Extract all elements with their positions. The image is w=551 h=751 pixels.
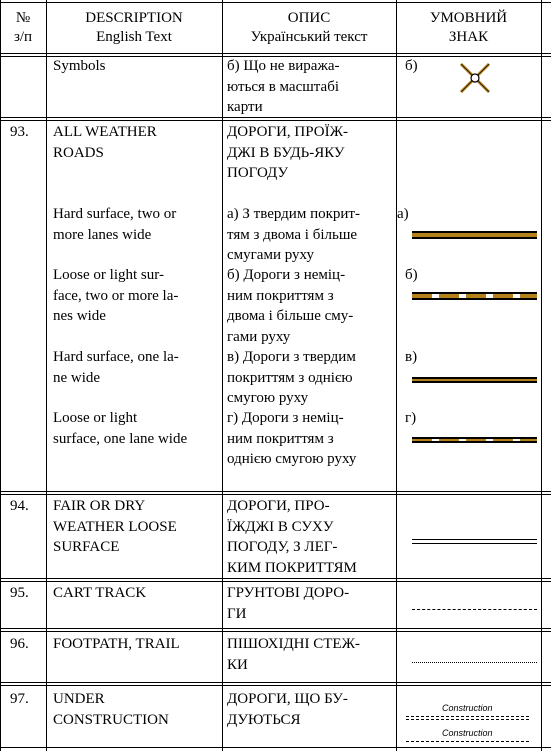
road-hard-two-lanes-edge — [412, 237, 537, 239]
row-96-desc: FOOTPATH, TRAIL — [53, 636, 180, 652]
symbols-mark: б) — [405, 58, 418, 74]
row-95-number: 95. — [10, 585, 29, 601]
symbols-opys: б) Що не виража- ються в масштабі карти — [227, 58, 340, 115]
row-94-opys: ДОРОГИ, ПРО- ЇЖДЖІ В СУХУ ПОГОДУ, З ЛЕГ- КИМ ПОКРИТТЯМ — [227, 498, 357, 576]
row-93d-mark: г) — [405, 410, 417, 426]
road-loose-one-lane-bottom — [412, 441, 537, 443]
table-border-left — [0, 0, 1, 751]
row-93d-desc: Loose or light surface, one lane wide — [53, 410, 188, 447]
header-number: № з/п — [13, 10, 33, 45]
row-95-opys: ГРУНТОВІ ДОРО- ГИ — [227, 585, 350, 622]
row-93-number: 93. — [10, 124, 29, 140]
footpath-symbol — [412, 662, 537, 663]
road-fair-weather-symbol — [412, 543, 537, 544]
row-93-desc: ALL WEATHER ROADS — [53, 124, 157, 161]
symbols-desc: Symbols — [53, 58, 106, 74]
row-97-number: 97. — [10, 691, 29, 707]
row-divider-95 — [0, 628, 551, 632]
road-hard-one-lane-bottom — [412, 381, 537, 383]
row-97-opys: ДОРОГИ, ЩО БУ- ДУЮТЬСЯ — [227, 691, 348, 728]
header-sign: УМОВНИЙ ЗНАК — [429, 10, 508, 45]
construction-label-bottom: Construction — [442, 728, 493, 738]
row-93d-opys: г) Дороги з неміц- ним покриттям з однією смугою руху — [227, 410, 357, 467]
row-93a-desc: Hard surface, two or more lanes wide — [53, 206, 177, 243]
header-description: DESCRIPTION English Text — [85, 10, 183, 45]
header-opys: ОПИС Український текст — [250, 10, 368, 45]
row-93b-mark: б) — [405, 267, 418, 283]
construction-label-top: Construction — [442, 703, 493, 713]
row-93c-mark: в) — [405, 349, 418, 365]
row-93a-opys: а) З твердим покрит- тям з двома і більше смугами руху — [227, 206, 360, 263]
row-93b-opys: б) Дороги з неміц- ним покриттям з двома і більше сму- гами руху — [227, 267, 354, 345]
row-94-number: 94. — [10, 498, 29, 514]
row-93-opys: ДОРОГИ, ПРОЇЖ- ДЖІ В БУДЬ-ЯКУ ПОГОДУ — [227, 124, 349, 181]
column-divider-1 — [46, 0, 47, 751]
row-96-opys: ПІШОХІДНІ СТЕЖ- КИ — [227, 636, 361, 673]
column-divider-3 — [396, 0, 397, 751]
column-divider-2 — [222, 0, 223, 751]
row-divider-symbols — [0, 117, 551, 121]
construction-symbol-top-1 — [406, 716, 529, 717]
road-loose-two-lanes-bottom — [412, 298, 537, 300]
row-93c-opys: в) Дороги з твердим покриттям з однією смугою руху — [227, 349, 356, 406]
row-divider-93 — [0, 491, 551, 495]
row-94-desc: FAIR OR DRY WEATHER LOOSE SURFACE — [53, 498, 177, 555]
row-divider-96 — [0, 682, 551, 686]
row-95-desc: CART TRACK — [53, 585, 147, 601]
row-97-desc: UNDER CONSTRUCTION — [53, 691, 169, 728]
construction-symbol-bottom — [406, 741, 529, 742]
row-93c-desc: Hard surface, one la- ne wide — [53, 349, 179, 386]
construction-symbol-top-2 — [406, 719, 529, 720]
row-96-number: 96. — [10, 636, 29, 652]
crossed-x-circle-icon — [458, 61, 492, 95]
row-divider-94 — [0, 578, 551, 582]
road-fair-weather-top — [412, 539, 537, 540]
cart-track-symbol — [412, 609, 537, 610]
table-border-bottom — [0, 747, 551, 748]
table-border-right — [541, 0, 542, 751]
table-border-top — [0, 2, 551, 3]
row-93a-mark: а) — [397, 206, 409, 222]
row-93b-desc: Loose or light sur- face, two or more la- nes wide — [53, 267, 179, 324]
